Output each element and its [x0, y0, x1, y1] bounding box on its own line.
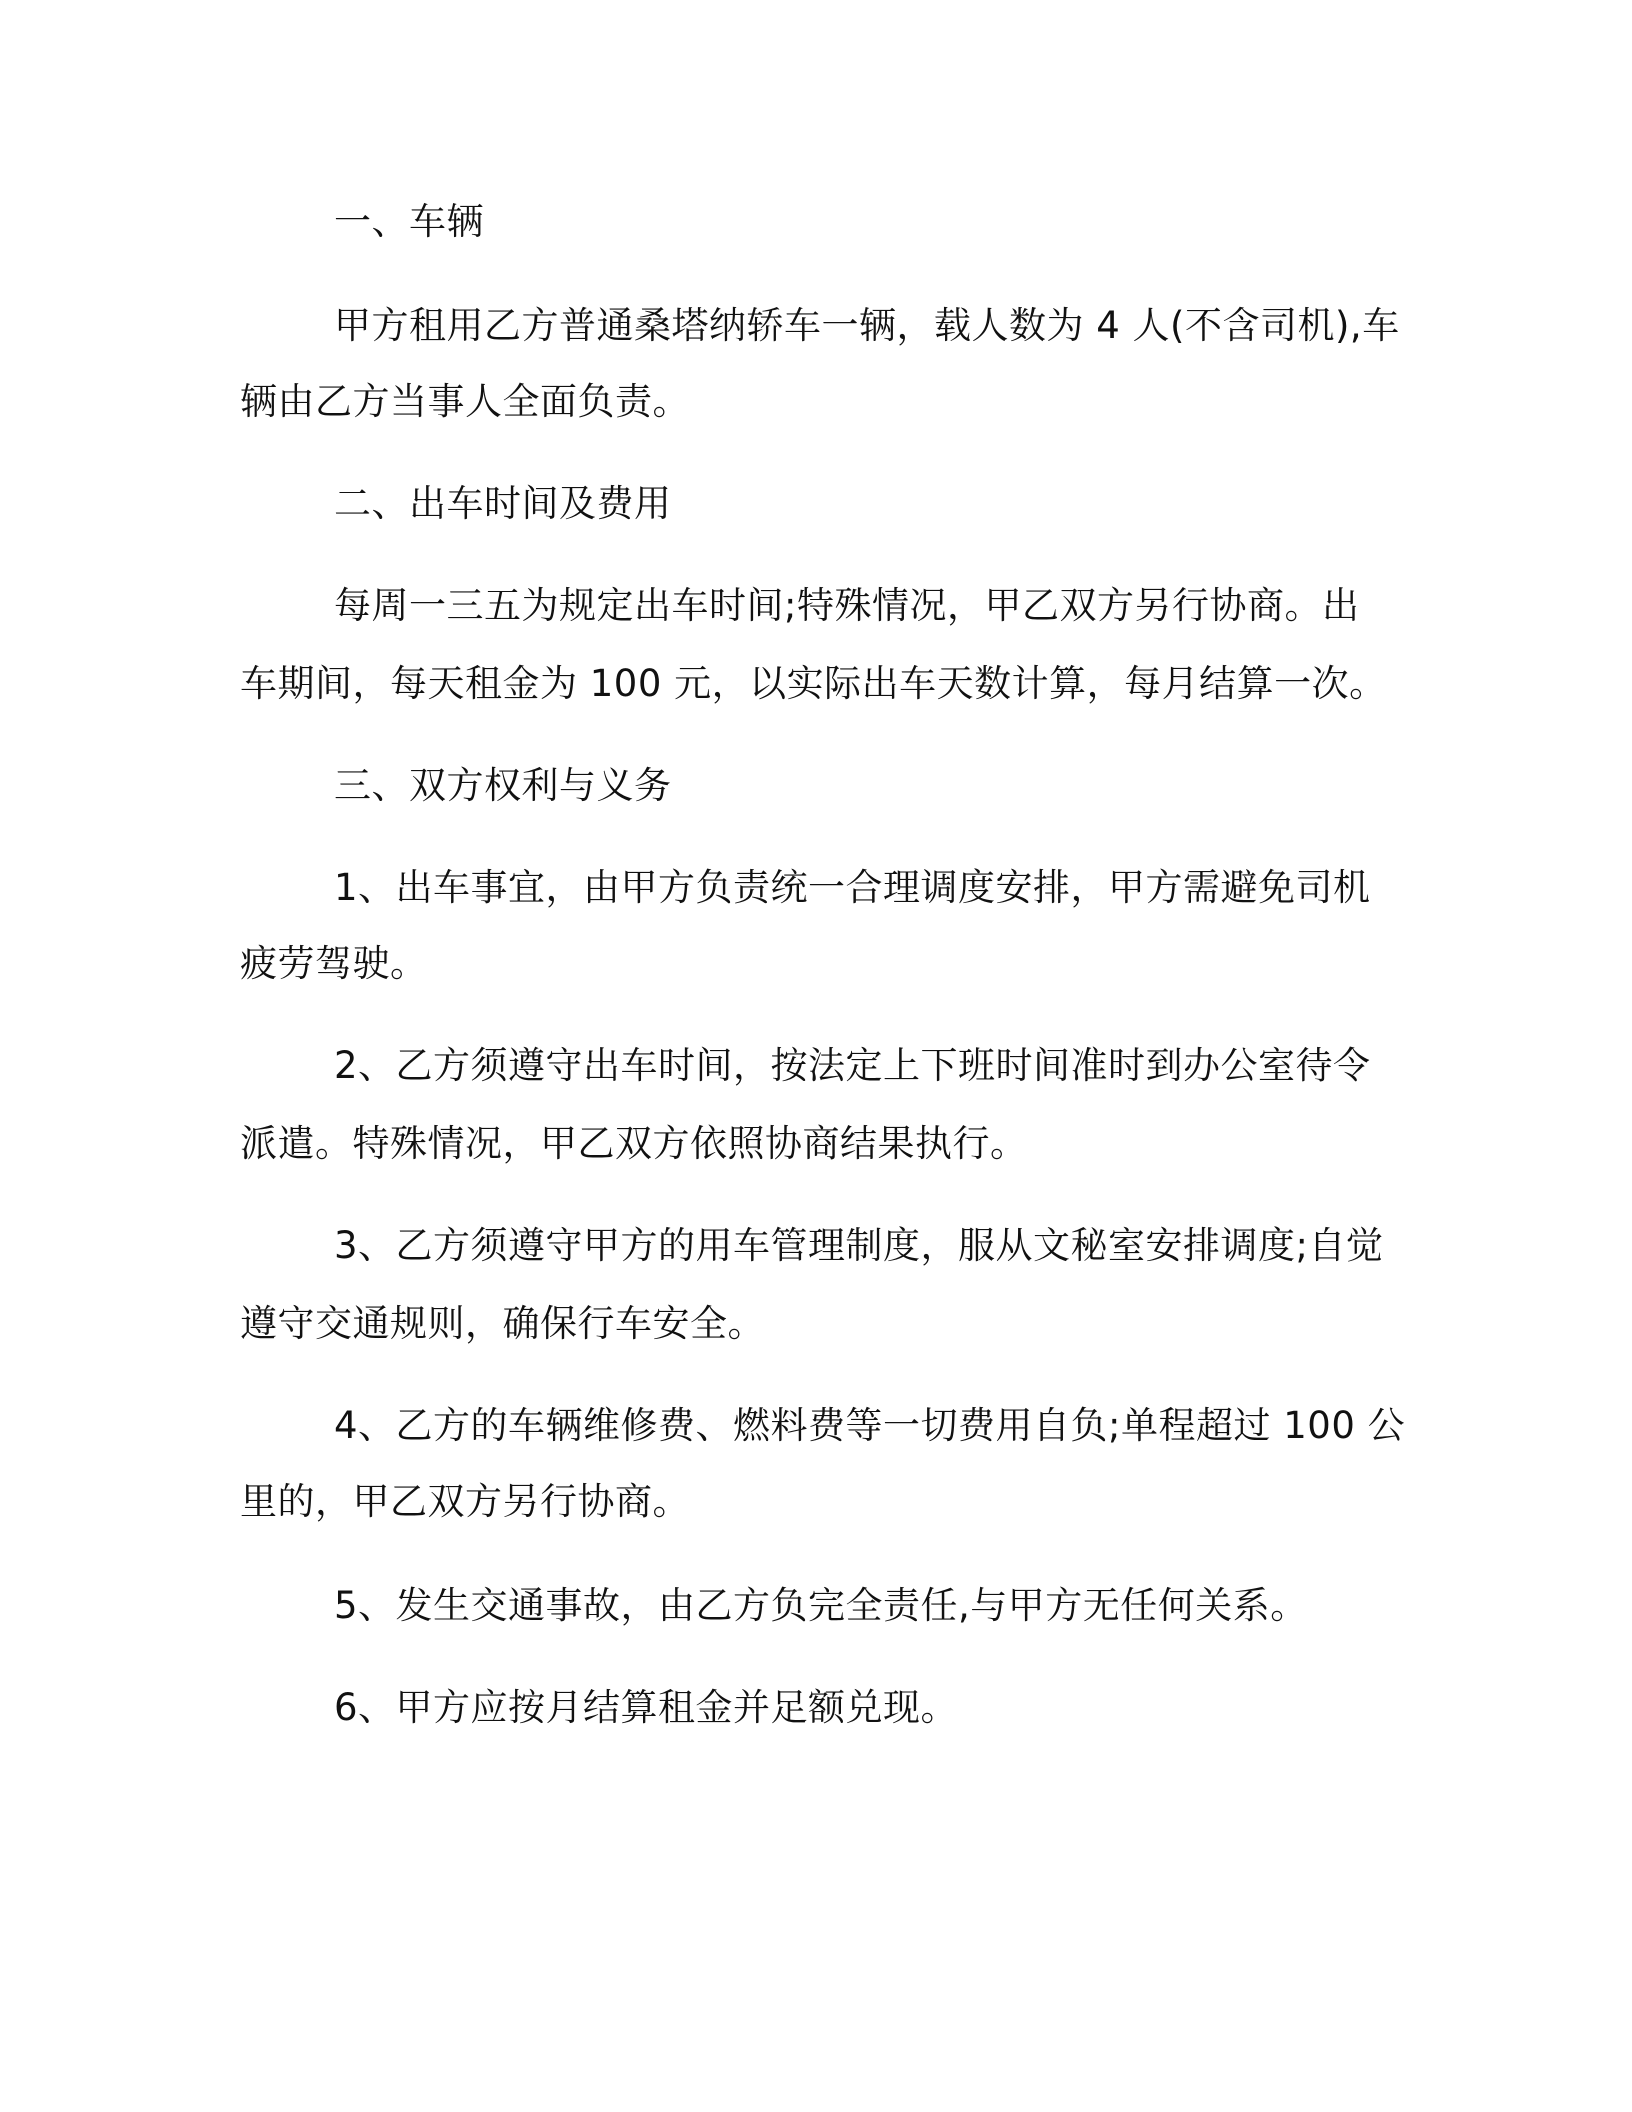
section-heading-time-fees: 二、出车时间及费用	[334, 482, 672, 525]
paragraph-line: 甲方租用乙方普通桑塔纳轿车一辆，载人数为 4 人(不含司机),车	[334, 304, 1400, 347]
list-item-line: 派遣。特殊情况，甲乙双方依照协商结果执行。	[240, 1122, 1028, 1165]
list-item-line: 遵守交通规则，确保行车安全。	[240, 1302, 765, 1345]
list-item-line: 5、发生交通事故，由乙方负完全责任,与甲方无任何关系。	[334, 1584, 1308, 1627]
list-item-line: 3、乙方须遵守甲方的用车管理制度，服从文秘室安排调度;自觉	[334, 1224, 1384, 1267]
paragraph-line: 辆由乙方当事人全面负责。	[240, 380, 690, 423]
list-item-line: 6、甲方应按月结算租金并足额兑现。	[334, 1686, 959, 1729]
list-item-line: 2、乙方须遵守出车时间，按法定上下班时间准时到办公室待令	[334, 1044, 1371, 1087]
list-item-line: 1、出车事宜，由甲方负责统一合理调度安排，甲方需避免司机	[334, 866, 1371, 909]
section-heading-vehicle: 一、车辆	[334, 200, 484, 243]
list-item-line: 4、乙方的车辆维修费、燃料费等一切费用自负;单程超过 100 公	[334, 1404, 1406, 1447]
paragraph-line: 车期间，每天租金为 100 元，以实际出车天数计算，每月结算一次。	[240, 662, 1387, 705]
section-heading-rights-obligations: 三、双方权利与义务	[334, 764, 672, 807]
paragraph-line: 每周一三五为规定出车时间;特殊情况，甲乙双方另行协商。出	[334, 584, 1360, 627]
list-item-line: 里的，甲乙双方另行协商。	[240, 1480, 690, 1523]
list-item-line: 疲劳驾驶。	[240, 942, 428, 985]
